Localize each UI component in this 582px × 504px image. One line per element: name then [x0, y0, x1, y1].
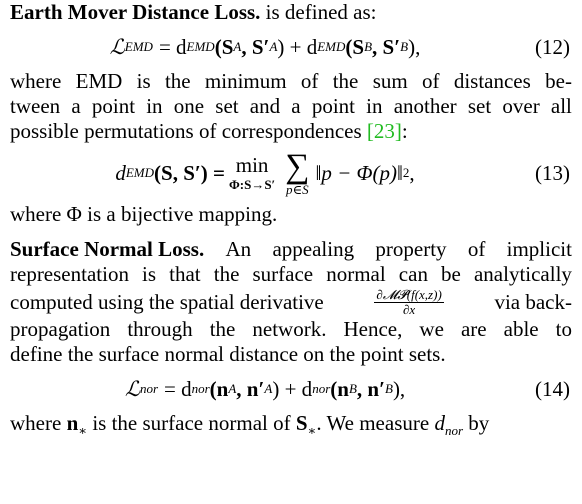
- para3: where $n_∗$ is the surface normal of $S_∗$. We measure $d_{nor}$ by: [10, 411, 490, 439]
- emd-intro-text: is defined as:: [265, 0, 377, 24]
- emd-section-heading: Earth Mover Distance Loss.: [10, 0, 261, 24]
- equation-12-number: (12): [535, 34, 570, 59]
- sum-operator: ∑ p∈S: [285, 147, 310, 197]
- para1-line1: where EMD is the minimum of the sum of distances be-: [10, 69, 572, 93]
- para1-line2: tween a point in one set and a point in another set over all: [10, 94, 572, 118]
- equation-14-number: (14): [535, 376, 570, 401]
- surface-normal-line1: Surface Normal Loss. An appealing property of implicit: [10, 237, 572, 261]
- para1-line3: possible permutations of correspondences [23]:: [10, 119, 408, 143]
- equation-12-body: ℒ EMD = d EMD (S A , S′ A ) + d EMD (S B , S′ B ),: [109, 34, 421, 59]
- citation-23-link[interactable]: [23]: [366, 119, 402, 143]
- surface-normal-line2: representation is that the surface normal can be analytically: [10, 262, 572, 286]
- emd-heading-line: [10, 0, 572, 25]
- surface-normal-line5: define the surface normal distance on the point sets.: [10, 342, 446, 366]
- equation-14-body: ℒ nor = d nor (n A , n′ A ) + d nor (n B , n′ B ),: [124, 376, 406, 401]
- surface-normal-line3: computed using the spatial derivative $\frac{\text{∂𝓜𝓟(f(x,z))}}{\partial x}$ via back-: [10, 286, 572, 317]
- para2: where Φ is a bijective mapping.: [10, 202, 278, 226]
- equation-13: [10, 144, 572, 202]
- surface-normal-line4: propagation through the network. Hence, we are able to: [10, 317, 572, 341]
- equation-14: [10, 367, 572, 411]
- equation-13-body: d EMD (S, S′) = min Φ:S→S′ ∑ p∈S ‖p − Φ(p)‖ 2 ,: [115, 147, 415, 197]
- equation-12: [10, 25, 572, 69]
- spatial-derivative-fraction: $\frac{\text{∂𝓜𝓟(f(x,z))}}{\partial x}$: [376, 286, 442, 317]
- surface-normal-heading: Surface Normal Loss.: [10, 237, 205, 261]
- equation-13-number: (13): [535, 160, 570, 185]
- min-operator: min Φ:S→S′: [228, 153, 276, 192]
